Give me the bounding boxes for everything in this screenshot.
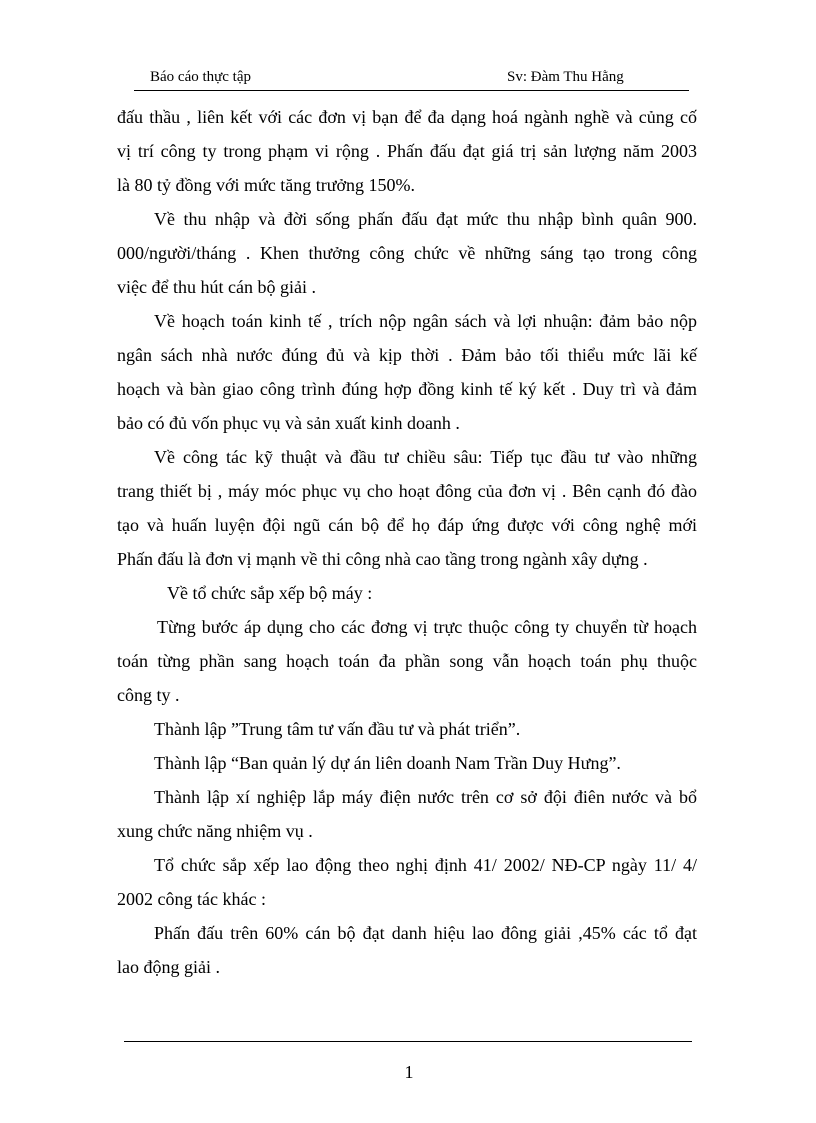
page-header <box>134 66 689 91</box>
body-line: Thành lập xí nghiệp lắp máy điện nước trên cơ sở đội điên nước và bổ <box>154 787 697 807</box>
page-number: 1 <box>404 1062 414 1082</box>
body-line: Tổ chức sắp xếp lao động theo nghị định 41/ 2002/ NĐ-CP ngày 11/ 4/ <box>154 855 697 875</box>
body-line: Về thu nhập và đời sống phấn đấu đạt mức thu nhập bình quân 900. <box>154 209 697 229</box>
body-line: xung chức năng nhiệm vụ . <box>117 821 313 841</box>
body-line: Thành lập ”Trung tâm tư vấn đầu tư và phát triển”. <box>154 719 521 739</box>
body-line: Về tổ chức sắp xếp bộ máy : <box>167 583 373 603</box>
body-line: Phấn đấu trên 60% cán bộ đạt danh hiệu lao đông giải ,45% các tổ đạt <box>154 923 697 943</box>
body-line: việc để thu hút cán bộ giải . <box>117 277 316 297</box>
body-line: tạo và huấn luyện đội ngũ cán bộ để họ đáp ứng được với công nghệ mới <box>117 515 697 535</box>
body-line: ngân sách nhà nước đúng đủ và kịp thời . Đảm bảo tối thiểu mức lãi kế <box>117 345 697 365</box>
body-line: vị trí công ty trong phạm vi rộng . Phấn đấu đạt giá trị sản lượng năm 2003 <box>117 141 697 161</box>
header-student-name: Sv: Đàm Thu Hằng <box>507 69 624 85</box>
body-line: đấu thầu , liên kết với các đơn vị bạn để đa dạng hoá ngành nghề và củng cố <box>117 107 697 127</box>
body-line: Phấn đấu là đơn vị mạnh về thi công nhà cao tầng trong ngành xây dựng . <box>117 549 648 569</box>
body-line: toán từng phần sang hoạch toán đa phần song vẫn hoạch toán phụ thuộc <box>117 651 697 671</box>
body-line: 2002 công tác khác : <box>117 889 266 909</box>
footer-divider <box>124 1041 692 1042</box>
report-body <box>117 100 697 984</box>
body-line: bảo có đủ vốn phục vụ và sản xuất kinh doanh . <box>117 413 460 433</box>
body-line: Về công tác kỹ thuật và đầu tư chiều sâu: Tiếp tục đầu tư vào những <box>154 447 697 467</box>
body-line: hoạch và bàn giao công trình đúng hợp đồng kinh tế ký kết . Duy trì và đảm <box>117 379 697 399</box>
body-line: Thành lập “Ban quản lý dự án liên doanh Nam Trần Duy Hưng”. <box>154 753 621 773</box>
header-report-title: Báo cáo thực tập <box>150 69 252 85</box>
body-line: Từng bước áp dụng cho các đơng vị trực thuộc công ty chuyển từ hoạch <box>157 617 697 637</box>
body-line: công ty . <box>117 685 180 705</box>
body-line: trang thiết bị , máy móc phục vụ cho hoạt đông của đơn vị . Bên cạnh đó đào <box>117 481 697 501</box>
body-line: là 80 tỷ đồng với mức tăng trưởng 150%. <box>117 175 416 195</box>
body-line: 000/người/tháng . Khen thưởng công chức về những sáng tạo trong công <box>117 243 697 263</box>
body-line: Về hoạch toán kinh tế , trích nộp ngân sách và lợi nhuận: đảm bảo nộp <box>154 311 697 331</box>
body-line: lao động giải . <box>117 957 220 977</box>
